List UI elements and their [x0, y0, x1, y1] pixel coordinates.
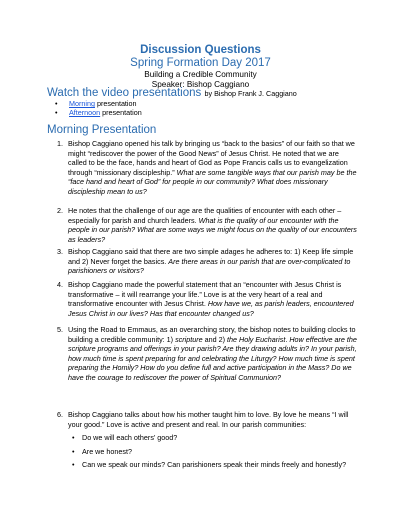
list-item: • Do we will each others’ good?	[68, 433, 358, 443]
item-question: Are there areas in our parish that are over-complicated to parishioners or visitors?	[68, 256, 351, 276]
item-number: 6.	[57, 410, 63, 419]
header-line-2: Speaker: Bishop Caggiano	[151, 80, 250, 89]
item-bullets	[68, 433, 358, 470]
link-suffix: presentation	[100, 108, 142, 117]
morning-link[interactable]: Morning	[69, 99, 95, 108]
page-title: Discussion Questions	[140, 44, 261, 56]
item-text: and 2)	[202, 334, 228, 344]
item-text: Bishop Caggiano made the powerful statement that an “encounter with Jesus Christ is transformative – it will rearrange your life.” Love is at the very heart of a real and transformative encounter with Jesus Christ.	[68, 280, 342, 309]
item-5	[58, 325, 358, 383]
video-links	[63, 99, 142, 117]
item-text: Bishop Caggiano said that there are two simple adages he adheres to: 1) Keep life simple and 2) Never forget the basics.	[68, 247, 354, 266]
item-number: 1.	[57, 139, 63, 148]
item-question: How have we, as parish leaders, encountered Jesus Christ in our lives? Has that encounter changed us?	[68, 299, 354, 318]
item-number: 5.	[57, 325, 63, 334]
page-subtitle: Spring Formation Day 2017	[130, 57, 271, 69]
watch-byline: by Bishop Frank J. Caggiano	[204, 89, 297, 98]
list-item: • Can we speak our minds? Can parishioners speak their minds freely and honestly?	[68, 460, 358, 470]
item-emphasis: scripture	[175, 334, 203, 344]
item-number: 2.	[57, 206, 63, 215]
item-text: Bishop Caggiano opened his talk by bringing us “back to the basics” of our faith so that we might “rediscover the power of the Good News” of Jesus Christ. He noted that we are called to be the face, hands and heart of God as Pope Francis calls us to evangelization through “missionary discipleship.”	[68, 139, 355, 177]
item-2	[58, 206, 358, 244]
item-6	[58, 410, 358, 470]
morning-heading: Morning Presentation	[47, 124, 157, 136]
item-1	[58, 139, 358, 197]
document-header	[0, 44, 401, 90]
header-line-1: Building a Credible Community	[144, 70, 257, 79]
item-number: 4.	[57, 280, 63, 289]
watch-heading: Watch the video presentations	[47, 87, 202, 99]
list-item	[63, 99, 142, 108]
item-text: He notes that the challenge of our age are the qualities of encounter with each other – especially for parish and church leaders.	[68, 206, 342, 225]
item-text: Bishop Caggiano talks about how his mother taught him to love. By love he means “I will your good.” Love is active and present and real. In our parish communities:	[68, 410, 349, 429]
item-question: What is the quality of our encounter with the people in our parish? What are some ways we might focus on the quality of our encounters as leaders?	[68, 215, 357, 244]
link-suffix: presentation	[94, 99, 137, 108]
item-emphasis: the Holy Eucharist	[227, 334, 286, 344]
item-question: How effective are the scripture programs and offerings in your parish? Are they drawing adults in? In your parish, how much time is spent preparing for and celebrating the Liturgy? How much time is spent preparing the Homily? How do you define full and active participation in the Mass? Do we have the courage to rediscover the power of Spiritual Communion?	[68, 334, 357, 382]
item-text: .	[285, 334, 290, 344]
item-text: Using the Road to Emmaus, as an overarching story, the bishop notes to building clocks to building a credible community: 1)	[68, 325, 356, 344]
item-4	[58, 280, 358, 318]
item-question: What are some tangible ways that our parish may be the “face hand and heart of God” for people in our community? What does missionary discipleship mean to us?	[68, 167, 357, 196]
afternoon-link[interactable]: Afternoon	[69, 108, 101, 117]
item-number: 3.	[57, 247, 63, 256]
list-item	[63, 108, 142, 117]
item-3	[58, 247, 358, 276]
list-item: • Are we honest?	[68, 447, 358, 457]
